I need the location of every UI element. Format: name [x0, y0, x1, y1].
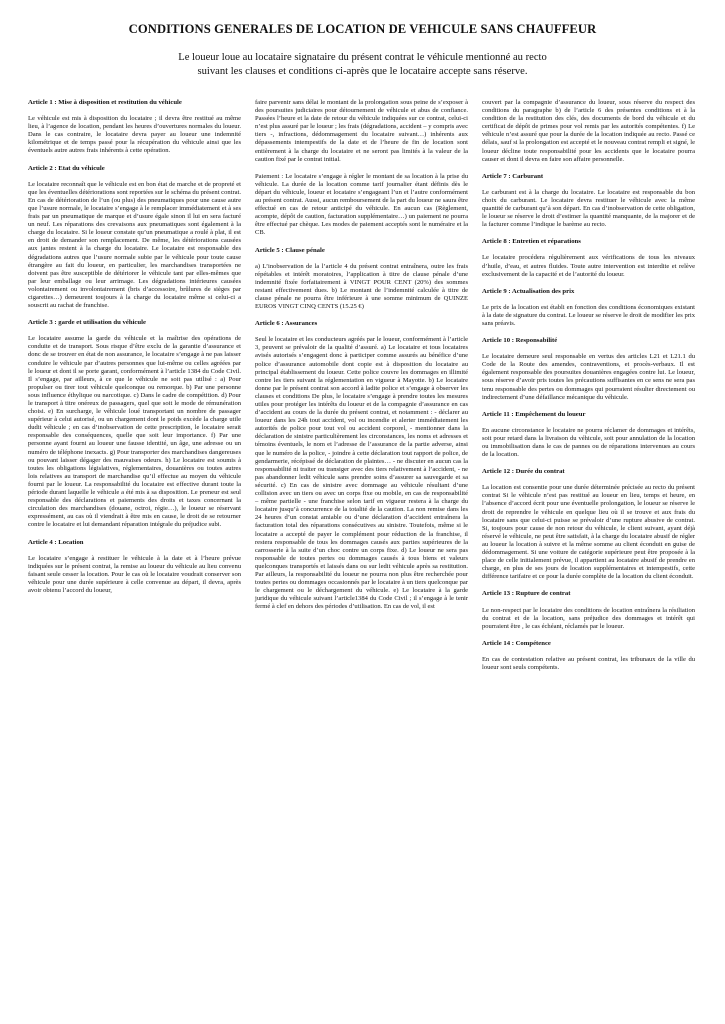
article-heading: Article 6 : Assurances [255, 320, 318, 328]
article-block [28, 539, 241, 596]
article-heading: Article 3 : garde et utilisation du véhicule [28, 319, 146, 327]
article-block [482, 640, 695, 672]
subtitle-line-2: suivant les clauses et conditions ci-après que le locataire accepte sans réserve. [197, 65, 528, 77]
article-block [482, 173, 695, 230]
article-text: Le locataire assume la garde du véhicule et la maîtrise des opérations de conduite et de transport. Sous risque d’être exclu de la garantie d’assurance et donc de se trouver en état de non assurance, le locataire s’engage à ne pas laisser conduire le véhicule par d’autres personnes que lui-même ou celles agréées par le loueur et dont il se porte garant, conformément à l’article 1384 du Code Civil. Il s’engage, par ailleurs, à ce que le véhicule ne soit pas utilisé : a) Pour propulser ou tirer tout véhicule quelconque ou remorque. b) Par une personne sous influence éthylique ou narcotique. c) Dans le cadre de compétition. d) Pour le transport à titre onéreux de passagers, quel que soit le mode de rémunération choisi. e) En surcharge, le véhicule loué transportant un nombre de passager supérieur à celui autorisé, ou un chargement dont le poids excède la charge utile dudit véhicule ; en cas d’inobservation de cette prescription, le locataire serait responsable des conséquences, quelle que soit leur importance. f) Par une personne ayant fourni au loueur une fausse identité, un âge, une adresse ou un numéro de téléphone inexacts. g) Pour transporter des marchandises dangereuses ou pouvant laisser dégager des mauvaises odeurs. h) Le locataire est soumis à toutes les obligations législatives, réglementaires, douanières ou toutes autres lois relatives au transport de marchandise qu’il effectue au moyen du véhicule fourni par le loueur. La responsabilité du locataire est effective durant toute la période durant laquelle le véhicule a été mis à sa disposition. Le preneur est seul responsable des déclarations et paiements des droits et taxes concernant la circulation des marchandises (douane, octroi, régie…), le loueur se réservant expressément, au cas où il viendrait à être mis en cause, le droit de se retourner contre le locataire et lui demandant réparation intégrale du préjudice subi. [28, 335, 241, 529]
article-text: Seul le locataire et les conducteurs agréés par le loueur, conformément à l’article 3, peuvent se prévaloir de la qualité d’assuré. a) Le locataire et tous locataires avisés autorisés s’engagent donc à participer comme assurés au bénéfice d’une police d’assurance automobile dont copie est à disposition du locataire au principal établissement du loueur. Cette police couvre les dommages en illimité contre les tiers suivant la réglementation en vigueur à Mayotte. b) Le locataire donne par le présent contrat son accord à ladite police et s’engage à observer les clauses et conditions De plus, le locataire s’engage à prendre toutes les mesures utiles pour protéger les intérêts du loueur et de la compagnie d’assurance en cas d’accident au cours de la durée du présent contrat, et notamment : - déclarer au loueur dans les 24h tout accident, vol ou incendie et alerter immédiatement les autorités de police pour tout vol ou accident corporel, - mentionner dans la déclaration de sinistre particulièrement les circonstances, les noms et adresses et témoins éventuels, le nom et l’adresse de l’assurance de la partie adverse, ainsi que le numéro de la police, - joindre à cette déclaration tout rapport de police, de gendarmerie, récépissé de déclaration de plaintes… - ne discuter en aucun cas la responsabilité ni traiter ou transiger avec des tiers relativement à l’accident, - ne pas abandonner ledit véhicule sans prendre soins d’assurer sa sauvegarde et sa sécurité. c) En cas de sinistre avec dommage au véhicule résultant d’une collision avec un tiers ou avec un corps fixe ou mobile, en cas de responsabilité – même partielle - une franchise selon tarif en vigueur restera à la charge du locataire jusqu’à concurrence de la totalité de la caution. La non remise dans les 24 heures d’un constat amiable ou d’une déclaration d’accident entraînera la facturation total des réparations consécutives au sinistre. Toutefois, même si le locataire a accepté de payer le complément pour réduction de la franchise, il restera responsable de tous les dommages causés aux parties supérieures de la carrosserie à la suite d’un choc contre un corps fixe. d) Le loueur ne sera pas responsable de toutes pertes ou dommages causés à tous biens et valeurs quelconques transportés et laissés dans ou sur ledit véhicule après sa restitution. Par ailleurs, la responsabilité du loueur ne pourra non plus être recherchée pour toutes pertes ou dommages occasionnés par le locataire à un tiers quelconque par le chargement ou le déchargement du véhicule. e) Le locataire à la garde juridique du véhicule suivant l’article1384 du Code Civil ; il s’engage à le tenir fermé à clef en dehors des périodes d’utilisation. En cas de vol, il est [255, 336, 468, 611]
article-heading: Article 12 : Durée du contrat [482, 468, 565, 476]
article-heading: Article 7 : Carburant [482, 172, 544, 180]
article-text: En aucune circonstance le locataire ne pourra réclamer de dommages et intérêts, soit pour retard dans la livraison du véhicule, soit pour annulation de la location ou immobilisation dans le cas de pannes ou de réparations intervenues au cours de la location. [482, 426, 695, 459]
article-block [28, 165, 241, 311]
article-block [482, 99, 695, 164]
article-heading: Article 14 : Compétence [482, 639, 551, 647]
article-block [482, 411, 695, 459]
article-text: Le prix de la location est établi en fonction des conditions économiques existant à la date de signature du contrat. Le loueur se réserve le droit de modifier les prix sans préavis. [482, 303, 695, 327]
article-text: Le locataire procédera régulièrement aux vérifications de tous les niveaux d’huile, d’eau, et autres fluides. Toute autre intervention est interdite et relève exclusivement de la capacité et de l’autorité du loueur. [482, 254, 695, 278]
article-block [255, 247, 468, 312]
article-text: Paiement : Le locataire s’engage à régler le montant de sa location à la prise du véhicule. La durée de la location comme tarif journalier étant définis dès le départ du véhicule, loueur et locataire s’engageant l’un et l’autre conformément au présent contrat. Aussi, aucun remboursement de la part du loueur ne saura être effectué en cas de retour anticipé du véhicule. En aucun cas (Règlement, acompte, dépôt de caution, facturation supplémentaire…) un paiement ne pourra être effectué par chèque. Les modes de paiement acceptés sont le numéraire et la CB. [255, 172, 468, 237]
article-text: a) L’inobservation de la l’article 4 du présent contrat entraînera, outre les frais répétables et intérêt moratoires, l’application à titre de clause pénale d’une indemnité fixée forfaitairement à VINGT POUR CENT (20%) des sommes restant effectivement dues. b) Le montant de l’indemnité calculée à titre de clause pénale ne pourra être inférieure à une somme minimum de QUINZE EUROS VINGT CINQ CENTS (15.25 €) [255, 262, 468, 311]
article-text: Le non-respect par le locataire des conditions de location entraînera la résiliation du contrat et de la location, sans préjudice des dommages et intérêt qui pourraient être , le cas échéant, réclamés par le loueur. [482, 606, 695, 630]
article-heading: Article 1 : Mise à disposition et restitution du véhicule [28, 99, 182, 106]
article-block [482, 288, 695, 328]
article-block [28, 99, 241, 156]
article-heading: Article 10 : Responsabilité [482, 337, 558, 345]
article-heading: Article 8 : Entretien et réparations [482, 238, 581, 246]
article-block [482, 468, 695, 581]
article-text: Le locataire demeure seul responsable en vertus des articles L21 et L21.1 du Code de la Route des amendes, contraventions, et procès-verbaux. Il est également responsable des poursuites douanières engagées contre lui. Le loueur, sous réserve d’avoir pris toutes les précautions suffisantes en ce sens ne sera pas tenu responsable des pertes ou dommages qui pourraient résulter directement ou indirectement d’une défaillance mécanique du véhicule. [482, 353, 695, 401]
article-text: Le locataire reconnaît que le véhicule est en bon état de marche et de propreté et que les éventuelles détériorations sont reportées sur le schéma du présent contrat. En cas de détérioration de l’un (ou plus) des pneumatiques pour une cause autre que l’usure normale, le locataire s’engage à le remplacer immédiatement et à ses frais par un pneumatique de marque et d’usure égale sinon il lui en sera facturé un neuf. Les réparations des crevaisons aux pneumatiques sont également à la charge du locataire. Si le loueur constate qu’un pneumatique a roulé à plat, il est en droit de demander son remplacement. De même, les détériorations causées aux jantes restent à la charge du locataire. Le locataire est responsable des dégradations autres que l’usure normale subie par le véhicule pour toute cause étrangère au fait du loueur, en particulier, les marchandises transportées ne doivent pas être susceptible de détériorer le véhicule tant par elles-mêmes que par leur emballage ou leur arrimage. Les dégradations intérieures causées volontairement ou involontairement (bris d’accessoire, brûlures de sièges par cigarettes…) demeurent toujours à la charge du locataire même si celui-ci a souscrit au rachat de franchise. [28, 180, 241, 310]
article-block [255, 320, 468, 611]
article-heading: Article 4 : Location [28, 538, 84, 546]
subtitle-line-1: Le loueur loue au locataire signataire du présent contrat le véhicule mentionné au recto [178, 52, 547, 63]
article-text: Le carburant est à la charge du locataire. Le locataire est responsable du bon choix du carburant. Le locataire devra restituer le véhicule avec la même quantité de carburant qu’à son départ. En cas d’inobservation de cette obligation, le loueur se réserve le droit d’estimer la quantité manquante, de la majorer et de la facturer comme l’indique le barème au recto. [482, 188, 695, 229]
article-text: Le véhicule est mis à disposition du locataire ; il devra être restitué au même lieu, à l’agence de location, pendant les heures d’ouvertures normales du loueur. Dans le cas contraire, le locataire devra payer au loueur une indemnité kilométrique et de temps passé pour la récupération du véhicule ainsi que les éventuels autre autres frais inhérents à cette opération. [28, 115, 241, 155]
text-columns [28, 99, 697, 681]
article-heading: Article 5 : Clause pénale [255, 246, 325, 254]
article-text: faire parvenir sans délai le montant de la prolongation sous peine de s’exposer à des poursuites judiciaires pour détournement de véhicule et abus de confiance. Passées l’heure et la date de retour du véhicule indiquées sur ce contrat, celui-ci n’est plus assuré par le loueur ; les frais (dégradations, accident – y compris avec tiers -, infractions, dédommagement du locataire suivant…) inhérents aux dépassements intempestifs de la date et de l’heure de fin de location sont entièrement à la charge du locataire et ne seront pas limités à la valeur de la caution fixé par le contrat initial. [255, 99, 468, 163]
article-block [28, 319, 241, 529]
column-middle [255, 99, 468, 681]
article-text: En cas de contestation relative au présent contrat, les tribunaux de la ville du loueur sont seuls compétents. [482, 655, 695, 671]
column-left [28, 99, 241, 681]
article-block [482, 590, 695, 630]
document-subtitle [28, 51, 697, 78]
article-text: Le locataire s’engage à restituer le véhicule à la date et à l’heure prévue indiquées sur le présent contrat, la remise au loueur du véhicule au lieu convenu faisant seule cesser la location. Pour le cas où le locataire voudrait conserver son véhicule pour une durée supérieure à celle convenue au départ, il devra, après avoir obtenu l’accord du loueur, [28, 554, 241, 594]
article-block [255, 173, 468, 238]
article-block [255, 99, 468, 164]
article-block [482, 337, 695, 402]
document-title: CONDITIONS GENERALES DE LOCATION DE VEHICULE SANS CHAUFFEUR [128, 22, 597, 36]
article-block [482, 238, 695, 278]
article-heading: Article 9 : Actualisation des prix [482, 287, 575, 295]
article-heading: Article 2 : Etat du véhicule [28, 164, 105, 172]
article-text: La location est consentie pour une durée déterminée précisée au recto du présent contrat Si le véhicule n’est pas restitué au loueur en lieu, temps et heure, en l’absence d’accord écrit pour une éventuelle prolongation, le loueur se réserve le droit de reprendre le véhicule en quelque lieu où il se trouve et aux frais du locataire sans que celui-ci puisse se prévaloir d’une rupture abusive de contrat. Si, toujours pour cause de non retour du véhicule, le client suivant, ayant déjà réservé le véhicule, ne peut être satisfait, à la charge du locataire abusif de régler au loueur la location à suivre et la même somme au client éconduit en guise de dédommagement. Si une voiture de catégorie supérieure peut être proposée à la place de celle initialement prévue, il appartient au locataire abusif de prendre en charge, en plus de ses jours de location supplémentaires et intempestifs, cette différence tarifaire et ce pour la durée complète de la location du client éconduit. [482, 484, 695, 581]
article-heading: Article 11 : Empêchement du loueur [482, 410, 586, 418]
column-right [482, 99, 695, 681]
article-heading: Article 13 : Rupture de contrat [482, 590, 571, 598]
article-text: couvert par la compagnie d’assurance du loueur, sous réserve du respect des conditions du paragraphe b) de l’article 6 des présentes conditions et à la condition de la restitution des clés, des documents de bord du véhicule et du certificat de dépôt de primes pour vol remis par les autorités compétentes. f) Le véhicule n’est assuré que pour la durée de la location indiquée au recto. Passé ce délais, sauf si la prolongation est accepté et le nouveau contrat rempli et signé, le loueur décline toute responsabilité pour les accidents que le locataire pourra causer et dont il devra en faire son affaire personnelle. [482, 99, 695, 163]
